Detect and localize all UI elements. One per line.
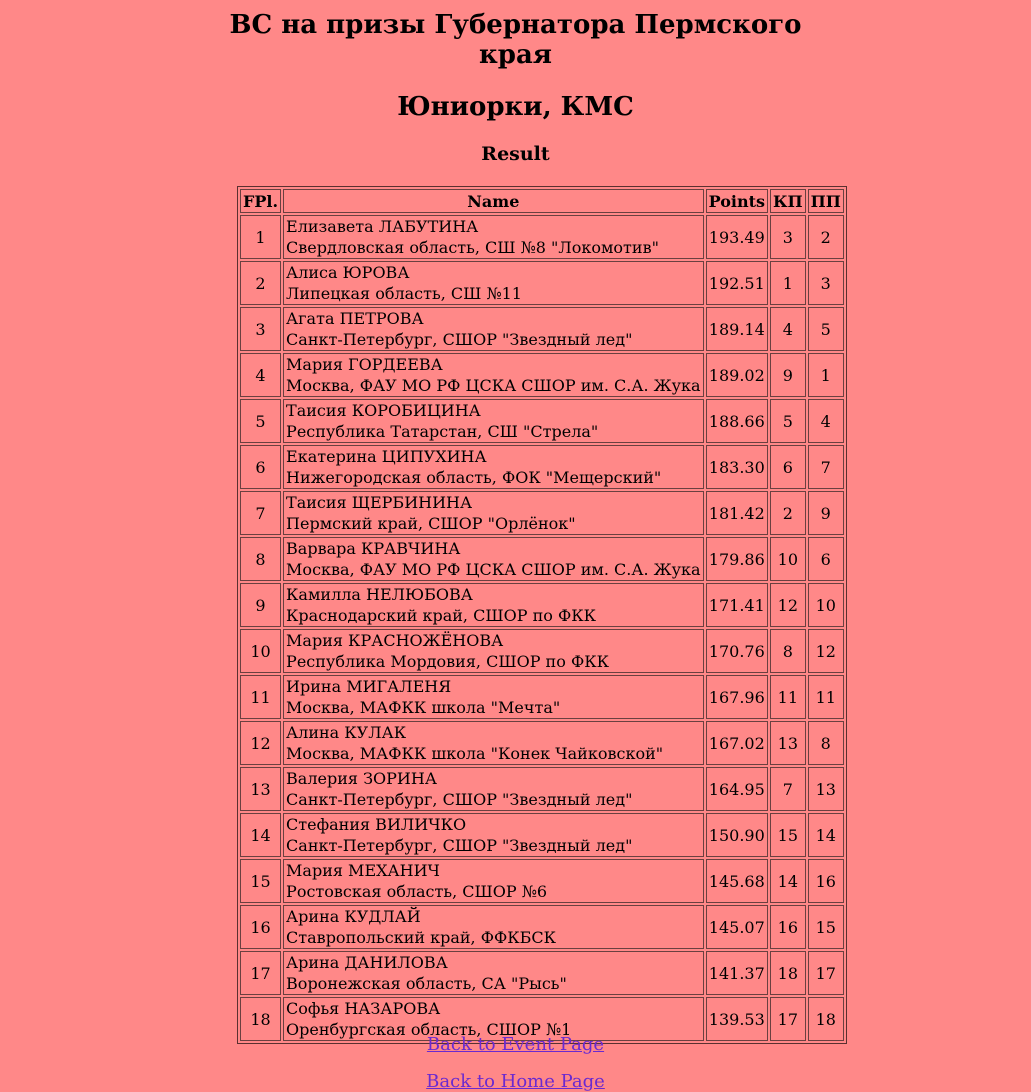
name-cell <box>283 261 704 305</box>
name-cell <box>283 767 704 811</box>
skater-club: Липецкая область, СШ №11 <box>286 284 522 303</box>
results-table <box>237 186 847 1044</box>
place-cell: 9 <box>240 583 281 627</box>
pp-cell: 6 <box>808 537 844 581</box>
points-cell: 189.02 <box>706 353 768 397</box>
kp-cell: 3 <box>770 215 806 259</box>
skater-name: Мария ГОРДЕЕВА <box>286 355 443 374</box>
column-header-pp: ПП <box>808 189 844 213</box>
skater-name: Алиса ЮРОВА <box>286 263 410 282</box>
table-row <box>240 767 844 811</box>
place-cell: 13 <box>240 767 281 811</box>
points-cell: 193.49 <box>706 215 768 259</box>
place-cell: 7 <box>240 491 281 535</box>
pp-cell: 17 <box>808 951 844 995</box>
table-row <box>240 307 844 351</box>
skater-club: Пермский край, СШОР "Орлёнок" <box>286 514 576 533</box>
table-row <box>240 215 844 259</box>
skater-club: Москва, МАФКК школа "Мечта" <box>286 698 561 717</box>
points-cell: 183.30 <box>706 445 768 489</box>
place-cell: 17 <box>240 951 281 995</box>
table-row <box>240 951 844 995</box>
pp-cell: 3 <box>808 261 844 305</box>
skater-club: Москва, ФАУ МО РФ ЦСКА СШОР им. С.А. Жука <box>286 560 701 579</box>
section-heading: Result <box>481 143 550 165</box>
place-cell: 2 <box>240 261 281 305</box>
table-row <box>240 583 844 627</box>
skater-club: Воронежская область, СА "Рысь" <box>286 974 567 993</box>
table-row <box>240 721 844 765</box>
kp-cell: 13 <box>770 721 806 765</box>
points-cell: 150.90 <box>706 813 768 857</box>
points-cell: 188.66 <box>706 399 768 443</box>
skater-club: Ставропольский край, ФФКБСК <box>286 928 557 947</box>
skater-name: Камилла НЕЛЮБОВА <box>286 585 473 604</box>
skater-name: Елизавета ЛАБУТИНА <box>286 217 479 236</box>
pp-cell: 13 <box>808 767 844 811</box>
back-to-event-link[interactable]: Back to Event Page <box>426 1034 605 1055</box>
column-header-place: FPl. <box>240 189 281 213</box>
pp-cell: 8 <box>808 721 844 765</box>
points-cell: 145.68 <box>706 859 768 903</box>
place-cell: 15 <box>240 859 281 903</box>
place-cell: 18 <box>240 997 281 1041</box>
pp-cell: 11 <box>808 675 844 719</box>
kp-cell: 7 <box>770 767 806 811</box>
page-title-line1: ВС на призы Губернатора Пермского <box>229 10 802 40</box>
footer-links <box>0 1034 1031 1092</box>
name-cell <box>283 399 704 443</box>
table-row <box>240 905 844 949</box>
pp-cell: 7 <box>808 445 844 489</box>
name-cell <box>283 353 704 397</box>
name-cell <box>283 491 704 535</box>
points-cell: 189.14 <box>706 307 768 351</box>
name-cell <box>283 905 704 949</box>
table-row <box>240 261 844 305</box>
skater-name: Таисия ЩЕРБИНИНА <box>286 493 473 512</box>
pp-cell: 9 <box>808 491 844 535</box>
points-cell: 167.96 <box>706 675 768 719</box>
name-cell <box>283 721 704 765</box>
kp-cell: 5 <box>770 399 806 443</box>
skater-club: Москва, МАФКК школа "Конек Чайковской" <box>286 744 664 763</box>
points-cell: 192.51 <box>706 261 768 305</box>
skater-name: Мария КРАСНОЖЁНОВА <box>286 631 504 650</box>
kp-cell: 15 <box>770 813 806 857</box>
skater-club: Свердловская область, СШ №8 "Локомотив" <box>286 238 659 257</box>
category-heading: Юниорки, КМС <box>397 92 634 122</box>
name-cell <box>283 307 704 351</box>
points-cell: 141.37 <box>706 951 768 995</box>
table-row <box>240 445 844 489</box>
table-row <box>240 353 844 397</box>
skater-club: Ростовская область, СШОР №6 <box>286 882 548 901</box>
name-cell <box>283 215 704 259</box>
page-title <box>0 10 1031 70</box>
skater-club: Санкт-Петербург, СШОР "Звездный лед" <box>286 790 633 809</box>
column-header-kp: КП <box>770 189 806 213</box>
kp-cell: 6 <box>770 445 806 489</box>
kp-cell: 11 <box>770 675 806 719</box>
points-cell: 181.42 <box>706 491 768 535</box>
name-cell <box>283 583 704 627</box>
skater-name: Екатерина ЦИПУХИНА <box>286 447 487 466</box>
kp-cell: 10 <box>770 537 806 581</box>
table-row <box>240 399 844 443</box>
points-cell: 167.02 <box>706 721 768 765</box>
place-cell: 6 <box>240 445 281 489</box>
page-title-line2: края <box>478 40 552 70</box>
pp-cell: 4 <box>808 399 844 443</box>
place-cell: 11 <box>240 675 281 719</box>
pp-cell: 15 <box>808 905 844 949</box>
skater-club: Республика Татарстан, СШ "Стрела" <box>286 422 599 441</box>
pp-cell: 18 <box>808 997 844 1041</box>
points-cell: 179.86 <box>706 537 768 581</box>
pp-cell: 12 <box>808 629 844 673</box>
kp-cell: 12 <box>770 583 806 627</box>
skater-name: Варвара КРАВЧИНА <box>286 539 461 558</box>
place-cell: 10 <box>240 629 281 673</box>
skater-name: Софья НАЗАРОВА <box>286 999 441 1018</box>
pp-cell: 2 <box>808 215 844 259</box>
skater-name: Валерия ЗОРИНА <box>286 769 437 788</box>
kp-cell: 8 <box>770 629 806 673</box>
skater-name: Алина КУЛАК <box>286 723 407 742</box>
name-cell <box>283 675 704 719</box>
skater-name: Мария МЕХАНИЧ <box>286 861 440 880</box>
place-cell: 16 <box>240 905 281 949</box>
results-body <box>240 215 844 1041</box>
place-cell: 3 <box>240 307 281 351</box>
place-cell: 1 <box>240 215 281 259</box>
column-header-name: Name <box>283 189 704 213</box>
pp-cell: 14 <box>808 813 844 857</box>
pp-cell: 16 <box>808 859 844 903</box>
table-row <box>240 675 844 719</box>
pp-cell: 5 <box>808 307 844 351</box>
place-cell: 4 <box>240 353 281 397</box>
skater-club: Санкт-Петербург, СШОР "Звездный лед" <box>286 330 633 349</box>
kp-cell: 2 <box>770 491 806 535</box>
skater-club: Нижегородская область, ФОК "Мещерский" <box>286 468 662 487</box>
kp-cell: 17 <box>770 997 806 1041</box>
skater-name: Стефания ВИЛИЧКО <box>286 815 467 834</box>
points-cell: 170.76 <box>706 629 768 673</box>
skater-club: Москва, ФАУ МО РФ ЦСКА СШОР им. С.А. Жука <box>286 376 701 395</box>
skater-name: Таисия КОРОБИЦИНА <box>286 401 481 420</box>
name-cell <box>283 813 704 857</box>
kp-cell: 14 <box>770 859 806 903</box>
kp-cell: 1 <box>770 261 806 305</box>
name-cell <box>283 629 704 673</box>
skater-name: Арина ДАНИЛОВА <box>286 953 448 972</box>
skater-club: Оренбургская область, СШОР №1 <box>286 1020 572 1039</box>
name-cell <box>283 951 704 995</box>
back-to-home-link[interactable]: Back to Home Page <box>426 1071 605 1092</box>
table-header-row <box>240 189 844 213</box>
points-cell: 171.41 <box>706 583 768 627</box>
table-row <box>240 629 844 673</box>
kp-cell: 9 <box>770 353 806 397</box>
name-cell <box>283 859 704 903</box>
skater-club: Республика Мордовия, СШОР по ФКК <box>286 652 609 671</box>
pp-cell: 10 <box>808 583 844 627</box>
name-cell <box>283 537 704 581</box>
table-row <box>240 813 844 857</box>
place-cell: 5 <box>240 399 281 443</box>
table-row <box>240 859 844 903</box>
kp-cell: 4 <box>770 307 806 351</box>
skater-club: Санкт-Петербург, СШОР "Звездный лед" <box>286 836 633 855</box>
kp-cell: 16 <box>770 905 806 949</box>
table-row <box>240 537 844 581</box>
place-cell: 12 <box>240 721 281 765</box>
points-cell: 139.53 <box>706 997 768 1041</box>
column-header-points: Points <box>706 189 768 213</box>
skater-name: Агата ПЕТРОВА <box>286 309 424 328</box>
points-cell: 164.95 <box>706 767 768 811</box>
place-cell: 8 <box>240 537 281 581</box>
points-cell: 145.07 <box>706 905 768 949</box>
skater-club: Краснодарский край, СШОР по ФКК <box>286 606 596 625</box>
kp-cell: 18 <box>770 951 806 995</box>
table-row <box>240 491 844 535</box>
place-cell: 14 <box>240 813 281 857</box>
name-cell <box>283 445 704 489</box>
skater-name: Арина КУДЛАЙ <box>286 907 421 926</box>
skater-name: Ирина МИГАЛЕНЯ <box>286 677 452 696</box>
pp-cell: 1 <box>808 353 844 397</box>
